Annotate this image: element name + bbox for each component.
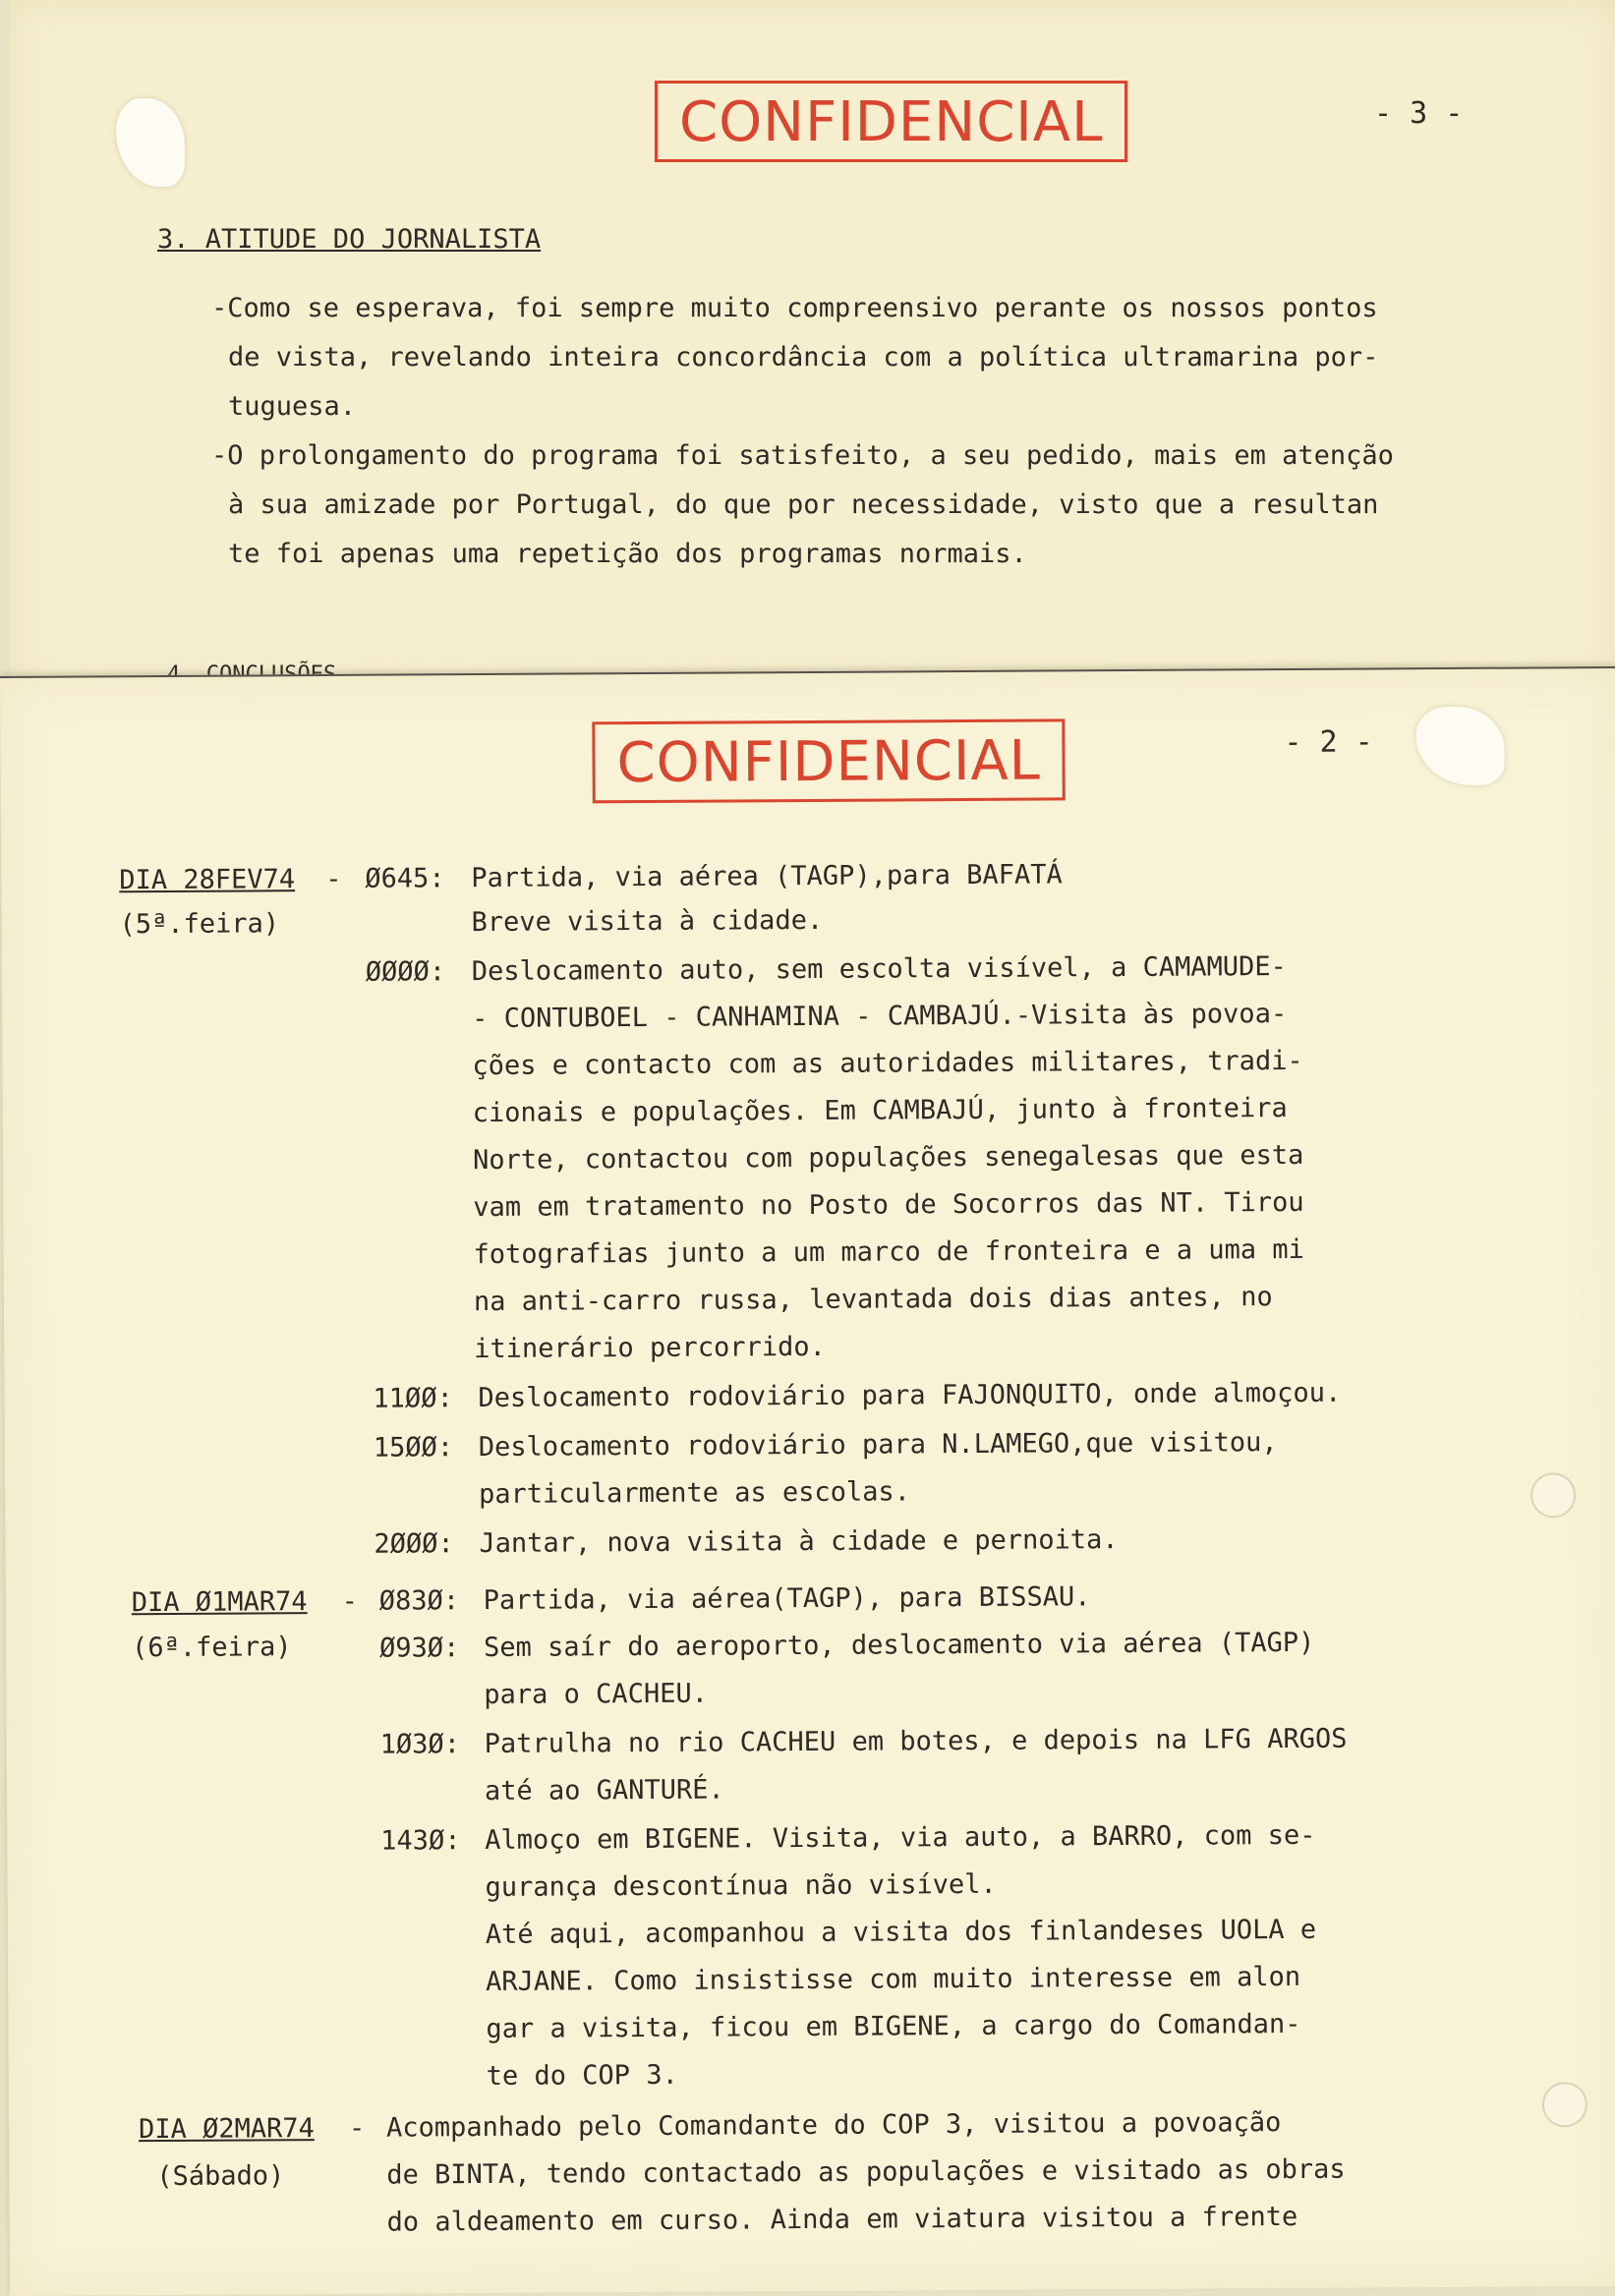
- entry-line: Patrulha no rio CACHEU em botes, e depois na LFG ARGOS: [484, 1723, 1348, 1760]
- entry-line: Deslocamento rodoviário para FAJONQUITO, onde almoçou.: [478, 1377, 1342, 1414]
- entry-line: itinerário percorrido.: [474, 1331, 826, 1365]
- entry-time: Ø83Ø:: [378, 1585, 460, 1617]
- entry-line: - CONTUBOEL - CANHAMINA - CAMBAJÚ.-Visita às povoa-: [472, 999, 1288, 1035]
- page-number-bottom: - 2 -: [1284, 724, 1373, 761]
- entry-line: Jantar, nova visita à cidade e pernoita.: [479, 1524, 1119, 1560]
- entry-line: fotografias junto a um marco de fronteira e a uma mi: [473, 1234, 1304, 1271]
- punch-hole: [1530, 1472, 1576, 1518]
- entry-line: Sem saír do aeroporto, deslocamento via aérea (TAGP): [483, 1627, 1315, 1664]
- dash: -: [325, 863, 342, 894]
- entry-line: Partida, via aérea (TAGP),para BAFATÁ: [471, 859, 1063, 894]
- day-date: DIA 28FEV74: [119, 864, 296, 896]
- entry-line: ARJANE. Como insistisse com muito interesse em alon: [486, 1961, 1301, 1998]
- entry-line: do aldeamento em curso. Ainda em viatura visitou a frente: [386, 2201, 1298, 2238]
- dash: -: [348, 2112, 366, 2144]
- body-line: -O prolongamento do programa foi satisfeito, a seu pedido, mais em atenção: [211, 440, 1394, 471]
- entry-line: ções e contacto com as autoridades militares, tradi-: [472, 1045, 1303, 1082]
- entry-time: 2ØØØ:: [374, 1528, 454, 1560]
- entry-line: até ao GANTURÉ.: [484, 1774, 724, 1808]
- dash: -: [341, 1585, 359, 1617]
- body-line: tuguesa.: [228, 391, 357, 422]
- page-3-sheet: [10, 0, 1615, 688]
- entry-line: na anti-carro russa, levantada dois dias antes, no: [473, 1282, 1273, 1318]
- entry-time: Ø93Ø:: [378, 1633, 460, 1664]
- entry-time: 143Ø:: [380, 1825, 461, 1857]
- day-weekday: (6ª.feira): [131, 1632, 292, 1664]
- entry-time: Ø645:: [365, 863, 445, 894]
- day-weekday: (5ª.feira): [119, 908, 280, 941]
- entry-time: ØØØØ:: [365, 956, 446, 988]
- body-line: à sua amizade por Portugal, do que por necessidade, visto que a resultan: [228, 489, 1379, 520]
- entry-line: te do COP 3.: [486, 2059, 678, 2093]
- page-number-top: - 3 -: [1374, 96, 1464, 131]
- body-line: de vista, revelando inteira concordância com a política ultramarina por-: [228, 342, 1379, 373]
- entry-line: Até aqui, acompanhou a visita dos finlandeses UOLA e: [485, 1914, 1317, 1951]
- entry-line: particularmente as escolas.: [479, 1476, 911, 1511]
- section-heading: 3. ATITUDE DO JORNALISTA: [157, 224, 542, 255]
- entry-time: 11ØØ:: [373, 1383, 453, 1414]
- confidencial-stamp-top: CONFIDENCIAL: [655, 81, 1127, 162]
- page-2-sheet: [0, 666, 1615, 2296]
- day-date: DIA Ø1MAR74: [131, 1586, 308, 1619]
- entry-line: Acompanhado pelo Comandante do COP 3, visitou a povoação: [385, 2107, 1282, 2144]
- entry-line: para o CACHEU.: [484, 1678, 709, 1711]
- entry-line: cionais e populações. Em CAMBAJÚ, junto à fronteira: [472, 1093, 1288, 1129]
- entry-line: Deslocamento auto, sem escolta visível, a CAMAMUDE-: [471, 951, 1287, 988]
- entry-line: Deslocamento rodoviário para N.LAMEGO,que visitou,: [478, 1427, 1278, 1464]
- entry-line: Breve visita à cidade.: [471, 904, 824, 939]
- day-date: DIA Ø2MAR74: [138, 2113, 315, 2146]
- torn-corner: [116, 98, 185, 187]
- day-weekday: (Sábado): [156, 2160, 285, 2193]
- entry-line: vam em tratamento no Posto de Socorros das NT. Tirou: [473, 1186, 1304, 1224]
- entry-line: gurança descontínua não visível.: [485, 1868, 997, 1904]
- body-line: -Como se esperava, foi sempre muito compreensivo perante os nossos pontos: [211, 293, 1378, 323]
- entry-line: Norte, contactou com populações senegalesas que esta: [472, 1139, 1304, 1177]
- body-line: te foi apenas uma repetição dos programas normais.: [228, 539, 1027, 569]
- entry-line: Almoço em BIGENE. Visita, via auto, a BARRO, com se-: [485, 1819, 1316, 1857]
- entry-line: gar a visita, ficou em BIGENE, a cargo do Comandan-: [486, 2008, 1301, 2045]
- entry-time: 15ØØ:: [373, 1432, 454, 1464]
- confidencial-stamp-bottom: CONFIDENCIAL: [592, 718, 1066, 803]
- entry-line: Partida, via aérea(TAGP), para BISSAU.: [483, 1581, 1091, 1617]
- torn-corner: [1415, 707, 1504, 786]
- entry-time: 1Ø3Ø:: [379, 1729, 461, 1760]
- punch-hole: [1542, 2082, 1587, 2127]
- entry-line: de BINTA, tendo contactado as populações e visitado as obras: [386, 2153, 1346, 2191]
